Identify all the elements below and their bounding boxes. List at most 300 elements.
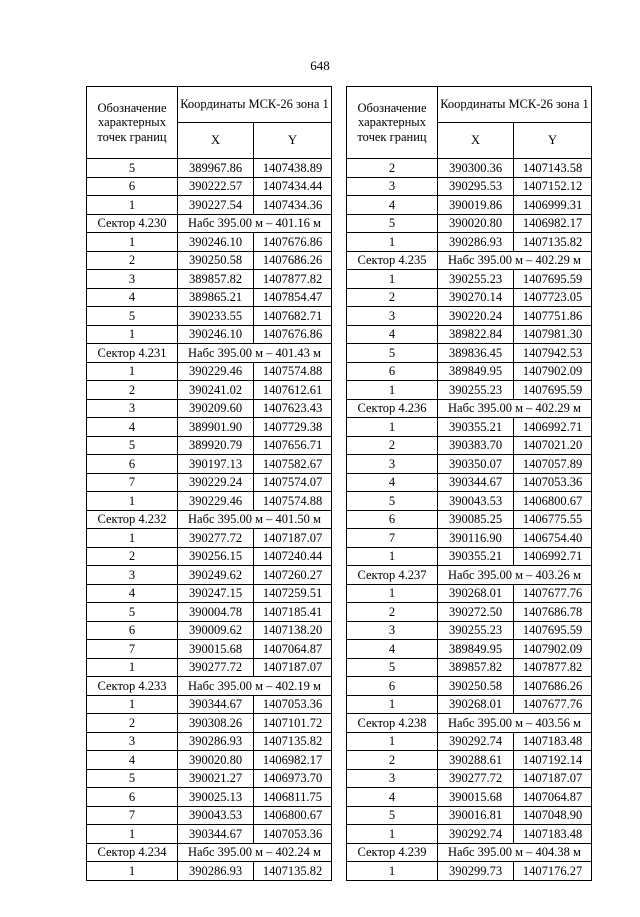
- x-column-header: X: [438, 123, 514, 159]
- x-coordinate: 390004.78: [178, 603, 254, 622]
- sector-name: Сектор 4.235: [347, 251, 438, 270]
- x-column-header: X: [178, 123, 254, 159]
- x-coordinate: 390355.21: [438, 418, 514, 437]
- table-row: [87, 658, 332, 677]
- table-row: [347, 362, 592, 381]
- sector-name: Сектор 4.233: [87, 677, 178, 696]
- point-number: 1: [347, 418, 438, 437]
- y-coordinate: 1407686.26: [514, 677, 592, 696]
- x-coordinate: 390019.86: [438, 196, 514, 215]
- y-coordinate: 1407582.67: [254, 455, 332, 474]
- y-coordinate: 1407623.43: [254, 399, 332, 418]
- table-row: [87, 732, 332, 751]
- table-row: [87, 640, 332, 659]
- point-number: 3: [347, 769, 438, 788]
- table-row: [347, 510, 592, 529]
- point-number: 6: [87, 788, 178, 807]
- point-number: 5: [347, 658, 438, 677]
- x-coordinate: 390197.13: [178, 455, 254, 474]
- x-coordinate: 390277.72: [178, 658, 254, 677]
- point-number: 6: [87, 621, 178, 640]
- y-coordinate: 1406992.71: [514, 418, 592, 437]
- y-coordinate: 1407187.07: [514, 769, 592, 788]
- sector-row: [347, 251, 592, 270]
- table-row: [87, 177, 332, 196]
- coordinates-header: Координаты МСК-26 зона 1: [438, 87, 592, 123]
- point-number: 3: [347, 307, 438, 326]
- x-coordinate: 390227.54: [178, 196, 254, 215]
- y-coordinate: 1407656.71: [254, 436, 332, 455]
- x-coordinate: 390344.67: [178, 825, 254, 844]
- table-row: [87, 714, 332, 733]
- point-number: 3: [87, 566, 178, 585]
- y-coordinate: 1407438.89: [254, 159, 332, 178]
- x-coordinate: 389857.82: [178, 270, 254, 289]
- x-coordinate: 390256.15: [178, 547, 254, 566]
- point-number: 2: [347, 159, 438, 178]
- y-coordinate: 1407695.59: [514, 270, 592, 289]
- y-coordinate: 1407064.87: [254, 640, 332, 659]
- point-number: 2: [347, 751, 438, 770]
- x-coordinate: 390250.58: [178, 251, 254, 270]
- table-row: [87, 621, 332, 640]
- sector-name: Сектор 4.236: [347, 399, 438, 418]
- y-coordinate: 1407434.36: [254, 196, 332, 215]
- table-row: [347, 603, 592, 622]
- sector-row: [87, 510, 332, 529]
- y-coordinate: 1407902.09: [514, 640, 592, 659]
- x-coordinate: 390020.80: [438, 214, 514, 233]
- table-row: [87, 399, 332, 418]
- y-coordinate: 1407682.71: [254, 307, 332, 326]
- y-coordinate: 1406999.31: [514, 196, 592, 215]
- y-coordinate: 1407574.88: [254, 362, 332, 381]
- y-coordinate: 1407751.86: [514, 307, 592, 326]
- table-row: [347, 307, 592, 326]
- x-coordinate: 390021.27: [178, 769, 254, 788]
- sector-name: Сектор 4.237: [347, 566, 438, 585]
- y-column-header: Y: [514, 123, 592, 159]
- point-label-header: Обозначение характерных точек границ: [347, 87, 438, 159]
- table-row: [87, 325, 332, 344]
- point-number: 2: [87, 381, 178, 400]
- x-coordinate: 390220.24: [438, 307, 514, 326]
- x-coordinate: 390229.46: [178, 362, 254, 381]
- x-coordinate: 390229.46: [178, 492, 254, 511]
- point-number: 3: [347, 455, 438, 474]
- point-number: 5: [347, 344, 438, 363]
- table-row: [347, 270, 592, 289]
- y-coordinate: 1406982.17: [254, 751, 332, 770]
- y-coordinate: 1407152.12: [514, 177, 592, 196]
- sector-height-range: Набс 395.00 м – 402.24 м: [178, 843, 332, 862]
- x-coordinate: 390009.62: [178, 621, 254, 640]
- x-coordinate: 390272.50: [438, 603, 514, 622]
- point-number: 6: [347, 510, 438, 529]
- table-row: [347, 436, 592, 455]
- x-coordinate: 390268.01: [438, 584, 514, 603]
- table-row: [347, 751, 592, 770]
- point-number: 2: [347, 603, 438, 622]
- x-coordinate: 390383.70: [438, 436, 514, 455]
- table-row: [347, 640, 592, 659]
- x-coordinate: 389849.95: [438, 640, 514, 659]
- table-row: [87, 196, 332, 215]
- x-coordinate: 390295.53: [438, 177, 514, 196]
- y-coordinate: 1407677.76: [514, 695, 592, 714]
- y-coordinate: 1407260.27: [254, 566, 332, 585]
- table-row: [347, 418, 592, 437]
- table-row: [87, 751, 332, 770]
- y-coordinate: 1407695.59: [514, 381, 592, 400]
- point-number: 4: [347, 788, 438, 807]
- table-row: [347, 159, 592, 178]
- x-coordinate: 390246.10: [178, 325, 254, 344]
- table-row: [347, 584, 592, 603]
- point-number: 1: [87, 529, 178, 548]
- table-row: [87, 418, 332, 437]
- point-number: 1: [347, 547, 438, 566]
- point-number: 3: [87, 399, 178, 418]
- table-row: [347, 214, 592, 233]
- table-row: [347, 344, 592, 363]
- x-coordinate: 389901.90: [178, 418, 254, 437]
- point-number: 1: [347, 825, 438, 844]
- point-number: 4: [347, 473, 438, 492]
- x-coordinate: 390286.93: [438, 233, 514, 252]
- table-row: [87, 806, 332, 825]
- y-coordinate: 1407183.48: [514, 825, 592, 844]
- point-number: 1: [87, 362, 178, 381]
- sector-height-range: Набс 395.00 м – 403.56 м: [438, 714, 592, 733]
- table-row: [347, 381, 592, 400]
- table-row: [347, 769, 592, 788]
- table-row: [87, 307, 332, 326]
- sector-row: [87, 214, 332, 233]
- x-coordinate: 389920.79: [178, 436, 254, 455]
- table-row: [347, 455, 592, 474]
- point-number: 1: [347, 732, 438, 751]
- point-number: 1: [347, 695, 438, 714]
- sector-row: [347, 843, 592, 862]
- table-body-right: [347, 159, 592, 881]
- y-coordinate: 1406775.55: [514, 510, 592, 529]
- y-coordinate: 1407574.88: [254, 492, 332, 511]
- x-coordinate: 390344.67: [438, 473, 514, 492]
- point-number: 7: [87, 640, 178, 659]
- table-row: [347, 325, 592, 344]
- x-coordinate: 390270.14: [438, 288, 514, 307]
- y-coordinate: 1407676.86: [254, 325, 332, 344]
- table-row: [87, 436, 332, 455]
- y-coordinate: 1407183.48: [514, 732, 592, 751]
- point-number: 2: [87, 251, 178, 270]
- y-coordinate: 1407686.78: [514, 603, 592, 622]
- table-row: [347, 177, 592, 196]
- y-coordinate: 1407723.05: [514, 288, 592, 307]
- y-coordinate: 1407135.82: [254, 862, 332, 881]
- table-row: [347, 492, 592, 511]
- table-row: [87, 788, 332, 807]
- y-coordinate: 1407877.82: [254, 270, 332, 289]
- x-coordinate: 390085.25: [438, 510, 514, 529]
- point-number: 4: [87, 751, 178, 770]
- point-number: 1: [87, 658, 178, 677]
- point-number: 5: [347, 492, 438, 511]
- sector-height-range: Набс 395.00 м – 401.50 м: [178, 510, 332, 529]
- y-column-header: Y: [254, 123, 332, 159]
- table-row: [87, 362, 332, 381]
- y-coordinate: 1406973.70: [254, 769, 332, 788]
- y-coordinate: 1407677.76: [514, 584, 592, 603]
- table-row: [87, 159, 332, 178]
- table-row: [347, 621, 592, 640]
- x-coordinate: 390015.68: [178, 640, 254, 659]
- table-body-left: [87, 159, 332, 881]
- x-coordinate: 390268.01: [438, 695, 514, 714]
- x-coordinate: 390043.53: [438, 492, 514, 511]
- point-number: 1: [87, 196, 178, 215]
- table-row: [87, 547, 332, 566]
- point-number: 1: [347, 381, 438, 400]
- x-coordinate: 390233.55: [178, 307, 254, 326]
- point-number: 3: [347, 177, 438, 196]
- point-number: 1: [347, 233, 438, 252]
- table-row: [87, 769, 332, 788]
- table-row: [347, 695, 592, 714]
- y-coordinate: 1407434.44: [254, 177, 332, 196]
- sector-name: Сектор 4.238: [347, 714, 438, 733]
- point-number: 1: [87, 492, 178, 511]
- y-coordinate: 1407053.36: [254, 825, 332, 844]
- point-number: 1: [87, 325, 178, 344]
- x-coordinate: 390043.53: [178, 806, 254, 825]
- x-coordinate: 390246.10: [178, 233, 254, 252]
- y-coordinate: 1407240.44: [254, 547, 332, 566]
- point-number: 1: [87, 233, 178, 252]
- x-coordinate: 390286.93: [178, 862, 254, 881]
- y-coordinate: 1407942.53: [514, 344, 592, 363]
- x-coordinate: 390116.90: [438, 529, 514, 548]
- point-number: 5: [87, 603, 178, 622]
- sector-height-range: Набс 395.00 м – 402.19 м: [178, 677, 332, 696]
- point-number: 3: [87, 270, 178, 289]
- x-coordinate: 390020.80: [178, 751, 254, 770]
- y-coordinate: 1407612.61: [254, 381, 332, 400]
- y-coordinate: 1407143.58: [514, 159, 592, 178]
- x-coordinate: 390300.36: [438, 159, 514, 178]
- y-coordinate: 1407695.59: [514, 621, 592, 640]
- x-coordinate: 390292.74: [438, 825, 514, 844]
- point-number: 5: [347, 214, 438, 233]
- point-number: 6: [87, 177, 178, 196]
- point-number: 1: [87, 862, 178, 881]
- y-coordinate: 1406800.67: [514, 492, 592, 511]
- y-coordinate: 1407259.51: [254, 584, 332, 603]
- table-row: [347, 529, 592, 548]
- point-number: 1: [347, 584, 438, 603]
- y-coordinate: 1407135.82: [254, 732, 332, 751]
- x-coordinate: 390247.15: [178, 584, 254, 603]
- x-coordinate: 390209.60: [178, 399, 254, 418]
- sector-row: [347, 399, 592, 418]
- table-row: [347, 233, 592, 252]
- table-row: [87, 695, 332, 714]
- sector-height-range: Набс 395.00 м – 402.29 м: [438, 251, 592, 270]
- point-number: 3: [87, 732, 178, 751]
- x-coordinate: 390015.68: [438, 788, 514, 807]
- y-coordinate: 1407187.07: [254, 529, 332, 548]
- table-row: [87, 288, 332, 307]
- point-number: 6: [347, 362, 438, 381]
- sector-height-range: Набс 395.00 м – 402.29 м: [438, 399, 592, 418]
- point-number: 5: [87, 769, 178, 788]
- sector-name: Сектор 4.232: [87, 510, 178, 529]
- y-coordinate: 1407053.36: [254, 695, 332, 714]
- sector-name: Сектор 4.234: [87, 843, 178, 862]
- point-number: 7: [87, 806, 178, 825]
- coordinates-table-left: [86, 86, 332, 881]
- table-row: [87, 566, 332, 585]
- point-number: 4: [347, 196, 438, 215]
- table-row: [347, 196, 592, 215]
- point-number: 5: [347, 806, 438, 825]
- y-coordinate: 1407981.30: [514, 325, 592, 344]
- x-coordinate: 390355.21: [438, 547, 514, 566]
- y-coordinate: 1407902.09: [514, 362, 592, 381]
- sector-height-range: Набс 395.00 м – 401.43 м: [178, 344, 332, 363]
- x-coordinate: 390277.72: [178, 529, 254, 548]
- coordinates-table-right: [346, 86, 592, 881]
- point-label-header: Обозначение характерных точек границ: [87, 87, 178, 159]
- x-coordinate: 390308.26: [178, 714, 254, 733]
- y-coordinate: 1407064.87: [514, 788, 592, 807]
- y-coordinate: 1406800.67: [254, 806, 332, 825]
- x-coordinate: 389836.45: [438, 344, 514, 363]
- x-coordinate: 390255.23: [438, 381, 514, 400]
- y-coordinate: 1407877.82: [514, 658, 592, 677]
- y-coordinate: 1407187.07: [254, 658, 332, 677]
- x-coordinate: 390286.93: [178, 732, 254, 751]
- table-row: [347, 658, 592, 677]
- y-coordinate: 1407135.82: [514, 233, 592, 252]
- x-coordinate: 390344.67: [178, 695, 254, 714]
- x-coordinate: 390229.24: [178, 473, 254, 492]
- y-coordinate: 1407101.72: [254, 714, 332, 733]
- point-number: 4: [347, 325, 438, 344]
- y-coordinate: 1407676.86: [254, 233, 332, 252]
- y-coordinate: 1406811.75: [254, 788, 332, 807]
- point-number: 4: [87, 288, 178, 307]
- point-number: 6: [87, 455, 178, 474]
- table-row: [87, 233, 332, 252]
- table-row: [87, 529, 332, 548]
- table-row: [347, 788, 592, 807]
- y-coordinate: 1407176.27: [514, 862, 592, 881]
- point-number: 1: [87, 825, 178, 844]
- sector-name: Сектор 4.231: [87, 344, 178, 363]
- y-coordinate: 1407057.89: [514, 455, 592, 474]
- x-coordinate: 390350.07: [438, 455, 514, 474]
- sector-height-range: Набс 395.00 м – 404.38 м: [438, 843, 592, 862]
- table-row: [347, 825, 592, 844]
- table-row: [87, 825, 332, 844]
- table-row: [87, 862, 332, 881]
- sector-name: Сектор 4.239: [347, 843, 438, 862]
- table-row: [87, 603, 332, 622]
- x-coordinate: 389822.84: [438, 325, 514, 344]
- point-number: 5: [87, 436, 178, 455]
- point-number: 7: [87, 473, 178, 492]
- x-coordinate: 390288.61: [438, 751, 514, 770]
- sector-height-range: Набс 395.00 м – 401.16 м: [178, 214, 332, 233]
- x-coordinate: 389857.82: [438, 658, 514, 677]
- y-coordinate: 1407729.38: [254, 418, 332, 437]
- x-coordinate: 389967.86: [178, 159, 254, 178]
- table-row: [87, 492, 332, 511]
- x-coordinate: 390255.23: [438, 621, 514, 640]
- x-coordinate: 390249.62: [178, 566, 254, 585]
- table-row: [347, 732, 592, 751]
- point-number: 5: [87, 307, 178, 326]
- x-coordinate: 389849.95: [438, 362, 514, 381]
- point-number: 1: [347, 862, 438, 881]
- y-coordinate: 1407053.36: [514, 473, 592, 492]
- y-coordinate: 1407021.20: [514, 436, 592, 455]
- x-coordinate: 390292.74: [438, 732, 514, 751]
- x-coordinate: 390250.58: [438, 677, 514, 696]
- table-row: [347, 862, 592, 881]
- sector-row: [347, 566, 592, 585]
- table-row: [87, 473, 332, 492]
- y-coordinate: 1406754.40: [514, 529, 592, 548]
- point-number: 1: [347, 270, 438, 289]
- y-coordinate: 1407138.20: [254, 621, 332, 640]
- x-coordinate: 390277.72: [438, 769, 514, 788]
- page-number: 648: [310, 58, 330, 73]
- y-coordinate: 1407686.26: [254, 251, 332, 270]
- x-coordinate: 390255.23: [438, 270, 514, 289]
- sector-height-range: Набс 395.00 м – 403.26 м: [438, 566, 592, 585]
- point-number: 2: [87, 547, 178, 566]
- y-coordinate: 1406982.17: [514, 214, 592, 233]
- point-number: 4: [87, 418, 178, 437]
- y-coordinate: 1407192.14: [514, 751, 592, 770]
- table-row: [87, 270, 332, 289]
- table-row: [347, 677, 592, 696]
- table-row: [87, 455, 332, 474]
- y-coordinate: 1406992.71: [514, 547, 592, 566]
- table-row: [347, 806, 592, 825]
- table-row: [347, 288, 592, 307]
- table-row: [87, 251, 332, 270]
- x-coordinate: 390016.81: [438, 806, 514, 825]
- point-number: 4: [87, 584, 178, 603]
- point-number: 4: [347, 640, 438, 659]
- table-row: [87, 381, 332, 400]
- table-row: [87, 584, 332, 603]
- sector-row: [87, 843, 332, 862]
- sector-row: [87, 677, 332, 696]
- x-coordinate: 390299.73: [438, 862, 514, 881]
- sector-name: Сектор 4.230: [87, 214, 178, 233]
- x-coordinate: 389865.21: [178, 288, 254, 307]
- x-coordinate: 390222.57: [178, 177, 254, 196]
- y-coordinate: 1407185.41: [254, 603, 332, 622]
- coordinates-header: Координаты МСК-26 зона 1: [178, 87, 332, 123]
- point-number: 2: [87, 714, 178, 733]
- point-number: 5: [87, 159, 178, 178]
